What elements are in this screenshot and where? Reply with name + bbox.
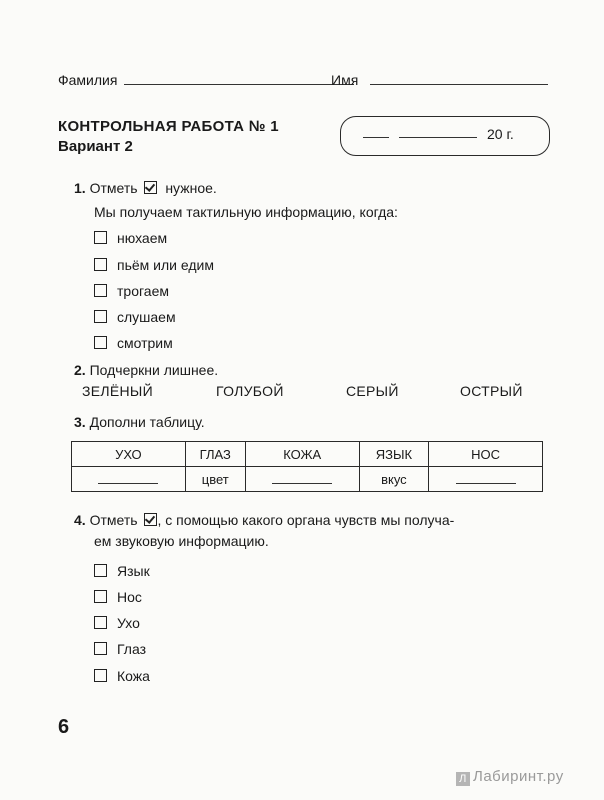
checkbox-icon[interactable]: [94, 231, 107, 244]
q1-number: 1.: [74, 180, 86, 196]
q4-option[interactable]: [94, 589, 142, 605]
q2-word[interactable]: СЕРЫЙ: [346, 383, 399, 399]
q1-option[interactable]: [94, 283, 169, 299]
table-row: [72, 467, 543, 492]
date-day-field[interactable]: [363, 137, 389, 138]
q4-option[interactable]: [94, 615, 140, 631]
answer-line[interactable]: [456, 471, 516, 484]
q4-option-label: Глаз: [117, 641, 147, 657]
table-cell-blank[interactable]: [429, 467, 543, 492]
checkbox-icon[interactable]: [94, 258, 107, 271]
table-header-row: [72, 442, 543, 467]
surname-field[interactable]: [124, 70, 354, 85]
table-header-cell: УХО: [72, 442, 186, 467]
senses-table: [71, 441, 543, 492]
q1-option[interactable]: [94, 309, 176, 325]
q4-instruction-line1: , с помощью какого органа чувств мы получа-: [157, 512, 455, 528]
q4-instruction-pre: Отметь: [89, 512, 138, 528]
q4-option[interactable]: [94, 668, 150, 684]
checkmark-icon: [144, 513, 157, 526]
q2-instruction: [74, 362, 218, 378]
q4-option-label: Нос: [117, 589, 142, 605]
table-cell-blank[interactable]: [72, 467, 186, 492]
date-year-label: 20 г.: [487, 126, 514, 142]
q1-option-label: нюхаем: [117, 230, 168, 246]
q1-option[interactable]: [94, 257, 214, 273]
q4-option[interactable]: [94, 563, 150, 579]
q1-option-label: слушаем: [117, 309, 176, 325]
surname-label: Фамилия: [58, 72, 118, 88]
page-number: 6: [58, 716, 70, 738]
q1-instruction: [74, 180, 217, 196]
q1-option[interactable]: [94, 230, 167, 246]
checkbox-icon[interactable]: [94, 669, 107, 682]
checkbox-icon[interactable]: [94, 310, 107, 323]
name-label: Имя: [331, 72, 359, 88]
checkbox-icon[interactable]: [94, 336, 107, 349]
labirint-logo-icon: Л: [456, 772, 470, 786]
checkmark-icon: [144, 181, 157, 194]
student-header: [58, 70, 548, 90]
q4-option[interactable]: [94, 641, 146, 657]
checkbox-icon[interactable]: [94, 284, 107, 297]
q2-word[interactable]: ОСТРЫЙ: [460, 383, 523, 399]
q1-option-label: смотрим: [117, 335, 173, 351]
watermark: [456, 768, 564, 786]
table-header-cell: ГЛАЗ: [185, 442, 245, 467]
q2-instruction-text: Подчеркни лишнее.: [89, 362, 219, 378]
q4-option-label: Ухо: [117, 615, 140, 631]
q3-instruction-text: Дополни таблицу.: [89, 414, 205, 430]
q1-option-label: пьём или едим: [117, 257, 214, 273]
watermark-text: Лабиринт.ру: [473, 768, 564, 785]
q1-option-label: трогаем: [117, 283, 169, 299]
q4-instruction-line2: ем звуковую информацию.: [94, 533, 269, 549]
answer-line[interactable]: [98, 471, 158, 484]
q4-option-label: Язык: [117, 563, 150, 579]
checkbox-icon[interactable]: [94, 616, 107, 629]
page-title: КОНТРОЛЬНАЯ РАБОТА № 1: [58, 118, 279, 135]
q1-instruction-pre: Отметь: [89, 180, 138, 196]
q3-number: 3.: [74, 414, 86, 430]
q1-option[interactable]: [94, 335, 173, 351]
variant-label: Вариант 2: [58, 138, 133, 155]
answer-line[interactable]: [272, 471, 332, 484]
q4-instruction: [74, 512, 454, 528]
name-field[interactable]: [370, 70, 548, 85]
q2-word[interactable]: ГОЛУБОЙ: [216, 383, 284, 399]
table-cell: цвет: [185, 467, 245, 492]
q1-instruction-post: нужное.: [165, 180, 217, 196]
q4-number: 4.: [74, 512, 86, 528]
q4-option-label: Кожа: [117, 668, 150, 684]
table-cell: вкус: [359, 467, 429, 492]
table-header-cell: ЯЗЫК: [359, 442, 429, 467]
q3-instruction: [74, 414, 205, 430]
table-header-cell: КОЖА: [245, 442, 359, 467]
date-box: [340, 116, 550, 156]
checkbox-icon[interactable]: [94, 590, 107, 603]
checkbox-icon[interactable]: [94, 642, 107, 655]
table-cell-blank[interactable]: [245, 467, 359, 492]
q2-number: 2.: [74, 362, 86, 378]
q2-word[interactable]: ЗЕЛЁНЫЙ: [82, 383, 153, 399]
checkbox-icon[interactable]: [94, 564, 107, 577]
date-month-field[interactable]: [399, 137, 477, 138]
q1-prompt: Мы получаем тактильную информацию, когда:: [94, 204, 398, 220]
table-header-cell: НОС: [429, 442, 543, 467]
